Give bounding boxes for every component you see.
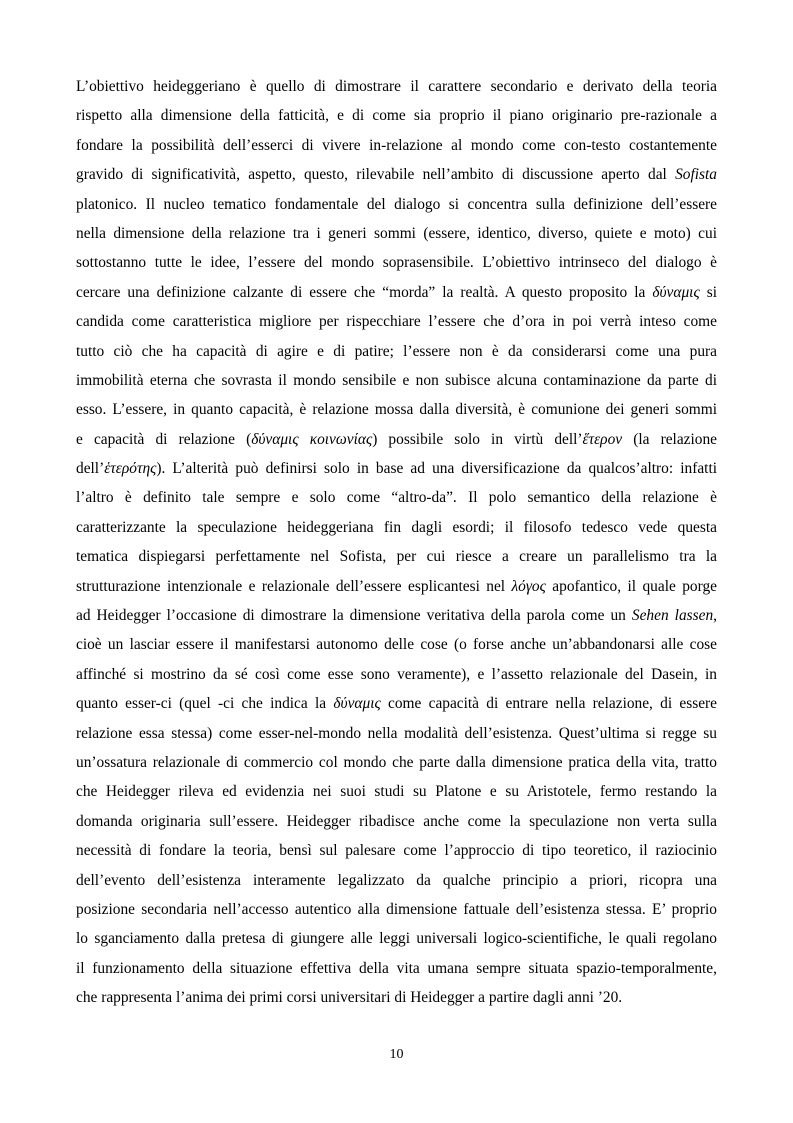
text-line xyxy=(76,660,717,689)
italic-term: Sofista xyxy=(675,166,717,184)
text-segment: domanda originaria sull’essere. Heidegger ribadisce anche come la speculazione non verta sulla xyxy=(76,812,717,830)
text-segment: che Heidegger rileva ed evidenzia nei suoi studi su Platone e su Aristotele, fermo restando la xyxy=(76,783,717,801)
text-line xyxy=(76,72,717,101)
italic-term: λόγος xyxy=(511,577,546,595)
text-segment: posizione secondaria nell’accesso autentico alla dimensione fattuale dell’esistenza stessa. E’ proprio xyxy=(76,900,717,918)
text-segment: L’obiettivo heideggeriano è quello di dimostrare il carattere secondario e derivato della teoria xyxy=(76,78,717,95)
text-line xyxy=(76,807,717,836)
text-line xyxy=(76,777,717,806)
text-line xyxy=(76,924,717,953)
italic-term: δύναμις κοινωνίας xyxy=(251,430,373,448)
text-segment: ad Heidegger l’occasione di dimostrare la dimensione veritativa della parola come un xyxy=(76,607,632,625)
italic-term: Sehen lassen xyxy=(631,607,714,625)
text-segment: tematica dispiegarsi perfettamente nel Sofista, per cui riesce a creare un parallelismo tra la xyxy=(76,548,717,566)
text-segment: e capacità di relazione ( xyxy=(76,430,252,448)
text-segment: apofantico, il quale porge xyxy=(545,577,717,595)
text-segment: cioè un lasciar essere il manifestarsi autonomo delle cose (o forse anche un’abbandonarsi alle cose xyxy=(76,636,717,654)
text-line xyxy=(76,601,717,630)
text-segment: fondare la possibilità dell’esserci di vivere in-relazione al mondo come con-testo costantemente xyxy=(76,136,717,154)
italic-term: δύναμις xyxy=(652,283,700,301)
text-segment: ). L’alterità può definirsi solo in base ad una diversificazione da qualcos’altro: infatti xyxy=(156,460,717,478)
text-segment: relazione essa stessa) come esser-nel-mondo nella modalità dell’esistenza. Quest’ultima si regge su xyxy=(76,724,717,742)
text-segment: dell’ xyxy=(76,460,105,478)
text-line xyxy=(76,689,717,718)
text-segment: sottostanno tutte le idee, l’essere del mondo soprasensibile. L’obiettivo intrinseco del dialogo è xyxy=(76,254,717,272)
text-line xyxy=(76,248,717,277)
text-line xyxy=(76,307,717,336)
text-line xyxy=(76,160,717,189)
text-line xyxy=(76,219,717,248)
text-segment: dell’evento dell’esistenza interamente legalizzato da qualche principio a priori, ricopra una xyxy=(76,871,717,889)
page-number: 10 xyxy=(389,1047,404,1062)
text-line xyxy=(76,513,717,542)
italic-term: ἕτερον xyxy=(582,430,623,448)
text-segment: esso. L’essere, in quanto capacità, è relazione mossa dalla diversità, è comunione dei generi sommi xyxy=(76,401,717,419)
text-segment: (la relazione xyxy=(622,430,717,448)
text-segment: lo sganciamento dalla pretesa di giungere alle leggi universali logico-scientifiche, le quali regolano xyxy=(76,930,717,948)
text-line xyxy=(76,483,717,512)
text-segment: l’altro è definito tale sempre e solo come “altro-da”. Il polo semantico della relazione è xyxy=(76,489,717,507)
text-segment: il funzionamento della situazione effettiva della vita umana sempre situata spazio-temporalmente, xyxy=(76,959,717,977)
text-segment: strutturazione intenzionale e relazionale dell’essere esplicantesi nel xyxy=(76,577,512,595)
text-line xyxy=(76,866,717,895)
text-line xyxy=(76,954,717,983)
text-segment: platonico. Il nucleo tematico fondamentale del dialogo si concentra sulla definizione dell’essere xyxy=(76,195,717,213)
text-segment: candida come caratteristica migliore per rispecchiare l’essere che d’ora in poi verrà inteso come xyxy=(76,313,717,331)
text-line xyxy=(76,131,717,160)
text-segment: , xyxy=(713,607,718,625)
text-segment: tutto ciò che ha capacità di agire e di patire; l’essere non è da considerarsi come una pura xyxy=(76,342,717,360)
text-segment: come capacità di entrare nella relazione, di essere xyxy=(380,695,718,713)
text-line xyxy=(76,366,717,395)
italic-term: δύναμις xyxy=(333,695,381,713)
italic-term: ἑτερότης xyxy=(104,460,157,478)
text-segment: che rappresenta l’anima dei primi corsi universitari di Heidegger a partire dagli anni ’20. xyxy=(76,989,623,1007)
text-line xyxy=(76,425,717,454)
text-line xyxy=(76,101,717,130)
text-line xyxy=(76,983,717,1012)
text-segment: un’ossatura relazionale di commercio col mondo che parte dalla dimensione pratica della vita, tratto xyxy=(76,753,717,771)
text-line xyxy=(76,190,717,219)
text-segment: gravido di significatività, aspetto, questo, rilevabile nell’ambito di discussione aperto dal xyxy=(76,166,676,184)
text-segment: necessità di fondare la teoria, bensì sul palesare come l’approccio di tipo teoretico, il raziocinio xyxy=(76,842,717,860)
text-segment: ) possibile solo in virtù dell’ xyxy=(372,430,583,448)
text-segment: nella dimensione della relazione tra i generi sommi (essere, identico, diverso, quiete e moto) cui xyxy=(76,224,717,242)
text-line xyxy=(76,836,717,865)
text-segment: affinché si mostrino da sé così come esse sono veramente), e l’assetto relazionale del Dasein, in xyxy=(76,665,717,683)
body-paragraph xyxy=(76,72,717,1013)
text-line xyxy=(76,630,717,659)
text-line xyxy=(76,572,717,601)
text-segment: caratterizzante la speculazione heideggeriana fin dagli esordi; il filosofo tedesco vede questa xyxy=(76,518,717,536)
text-line xyxy=(76,454,717,483)
text-segment: rispetto alla dimensione della fatticità, e di come sia proprio il piano originario pre-razionale a xyxy=(76,107,717,125)
text-line xyxy=(76,395,717,424)
text-segment: immobilità eterna che sovrasta il mondo sensibile e non subisce alcuna contaminazione da parte di xyxy=(76,371,717,389)
text-line xyxy=(76,337,717,366)
text-line xyxy=(76,542,717,571)
text-segment: cercare una definizione calzante di essere che “morda” la realtà. A questo proposito la xyxy=(76,283,653,301)
text-segment: si xyxy=(699,283,717,301)
text-line xyxy=(76,719,717,748)
text-line xyxy=(76,748,717,777)
text-line xyxy=(76,278,717,307)
text-segment: quanto esser-ci (quel -ci che indica la xyxy=(76,695,334,713)
text-line xyxy=(76,895,717,924)
